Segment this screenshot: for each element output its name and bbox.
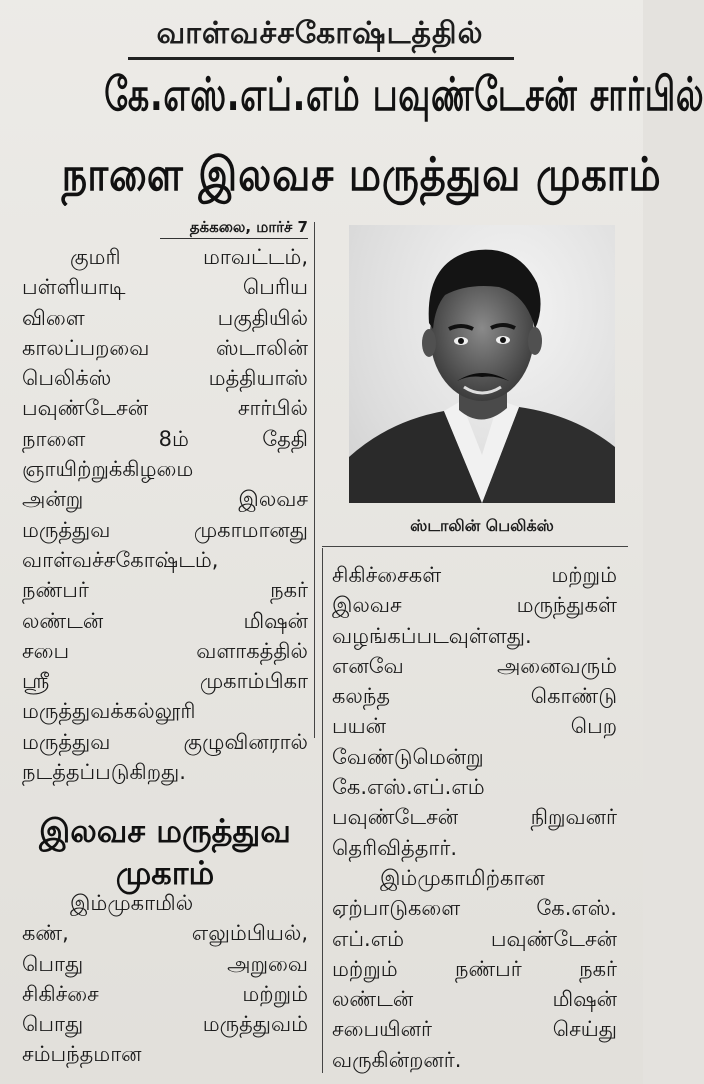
text-line: இம்முகாமிற்கான xyxy=(380,865,545,890)
text-line: பவுண்டேசன் சார்பில் xyxy=(22,396,308,421)
text-line: ஏற்பாடுகளை கே.எஸ். xyxy=(332,896,617,921)
text-line: வாள்வச்சகோஷ்டம், xyxy=(22,547,219,572)
caption-rule xyxy=(322,546,628,547)
text-line: நாளை 8ம் தேதி xyxy=(22,426,308,451)
text-line: கே.எஸ்.எப்.எம் xyxy=(332,775,485,800)
text-line: சம்பந்தமான xyxy=(22,1042,142,1067)
column-divider-right xyxy=(322,548,323,1073)
subheading xyxy=(22,810,308,894)
text-line: பள்ளியாடி பெரிய xyxy=(22,275,308,300)
text-line: நண்பர் நகர் xyxy=(22,578,308,603)
text-line: ஞாயிற்றுக்கிழமை xyxy=(22,457,194,482)
text-line: குமரி மாவட்டம், xyxy=(70,245,308,269)
text-line: அன்று இலவச xyxy=(22,487,308,512)
text-line: வேண்டுமென்று xyxy=(332,744,484,769)
text-line: விளை பகுதியில் xyxy=(22,305,308,330)
dateline: தக்கலை, மார்ச் 7 xyxy=(189,218,308,236)
text-line: சிகிச்சை மற்றும் xyxy=(22,981,308,1006)
text-line: நடத்தப்படுகிறது. xyxy=(22,760,186,785)
text-line: சிகிச்சைகள் மற்றும் xyxy=(332,563,617,587)
text-line: வழங்கப்படவுள்ளது. xyxy=(332,623,532,648)
column-divider-left xyxy=(314,222,315,738)
text-line: வருகின்றனர். xyxy=(332,1047,462,1072)
headline-line-1: கே.எஸ்.எப்.எம் பவுண்டேசன் சார்பில் xyxy=(104,67,704,121)
text-line: இம்முகாமில் xyxy=(70,891,194,915)
text-line: எப்.எம் பவுண்டேசன் xyxy=(332,926,617,951)
portrait-photo xyxy=(349,225,615,503)
text-line: சபையினர் செய்து xyxy=(332,1017,617,1042)
body-paragraph-1 xyxy=(22,242,308,787)
body-paragraph-3 xyxy=(332,560,617,1075)
text-line: மருத்துவ முகாமானது xyxy=(22,517,308,542)
text-line: பவுண்டேசன் நிறுவனர் xyxy=(332,805,617,830)
text-line: மற்றும் நண்பர் நகர் xyxy=(332,956,617,981)
text-line: கலந்த கொண்டு xyxy=(332,684,617,709)
subheading-line-1: இலவச மருத்துவ xyxy=(39,812,291,850)
text-line: மருத்துவ குழுவினரால் xyxy=(22,729,308,754)
text-line: எனவே அனைவரும் xyxy=(332,653,617,678)
subheading-line-2: முகாம் xyxy=(115,854,215,892)
text-line: சபை வளாகத்தில் xyxy=(22,638,308,663)
dateline-rule xyxy=(160,238,308,239)
text-line: பொது மருத்துவம் xyxy=(22,1012,308,1037)
text-line: பெலிக்ஸ் மத்தியாஸ் xyxy=(22,366,308,391)
body-paragraph-2 xyxy=(22,888,308,1070)
text-line: ஸ்ரீ முகாம்பிகா xyxy=(22,669,308,694)
kicker-heading: வாள்வச்சகோஷ்டத்தில் xyxy=(156,16,484,51)
text-line: மருத்துவக்கல்லூரி xyxy=(22,699,196,724)
text-line: தெரிவித்தார். xyxy=(332,835,458,860)
kicker-underline xyxy=(128,57,514,60)
text-line: பயன் பெற xyxy=(332,714,617,739)
text-line: கண், எலும்பியல், xyxy=(22,921,308,946)
portrait-icon xyxy=(349,225,615,503)
headline-line-2: நாளை இலவச மருத்துவ முகாம் xyxy=(61,147,662,201)
text-line: இலவச மருந்துகள் xyxy=(332,593,617,618)
text-line: லண்டன் மிஷன் xyxy=(332,987,617,1012)
photo-caption: ஸ்டாலின் பெலிக்ஸ் xyxy=(410,516,554,535)
text-line: பொது அறுவை xyxy=(22,951,308,976)
text-line: காலப்பறவை ஸ்டாலின் xyxy=(22,335,308,360)
text-line: லண்டன் மிஷன் xyxy=(22,608,308,633)
